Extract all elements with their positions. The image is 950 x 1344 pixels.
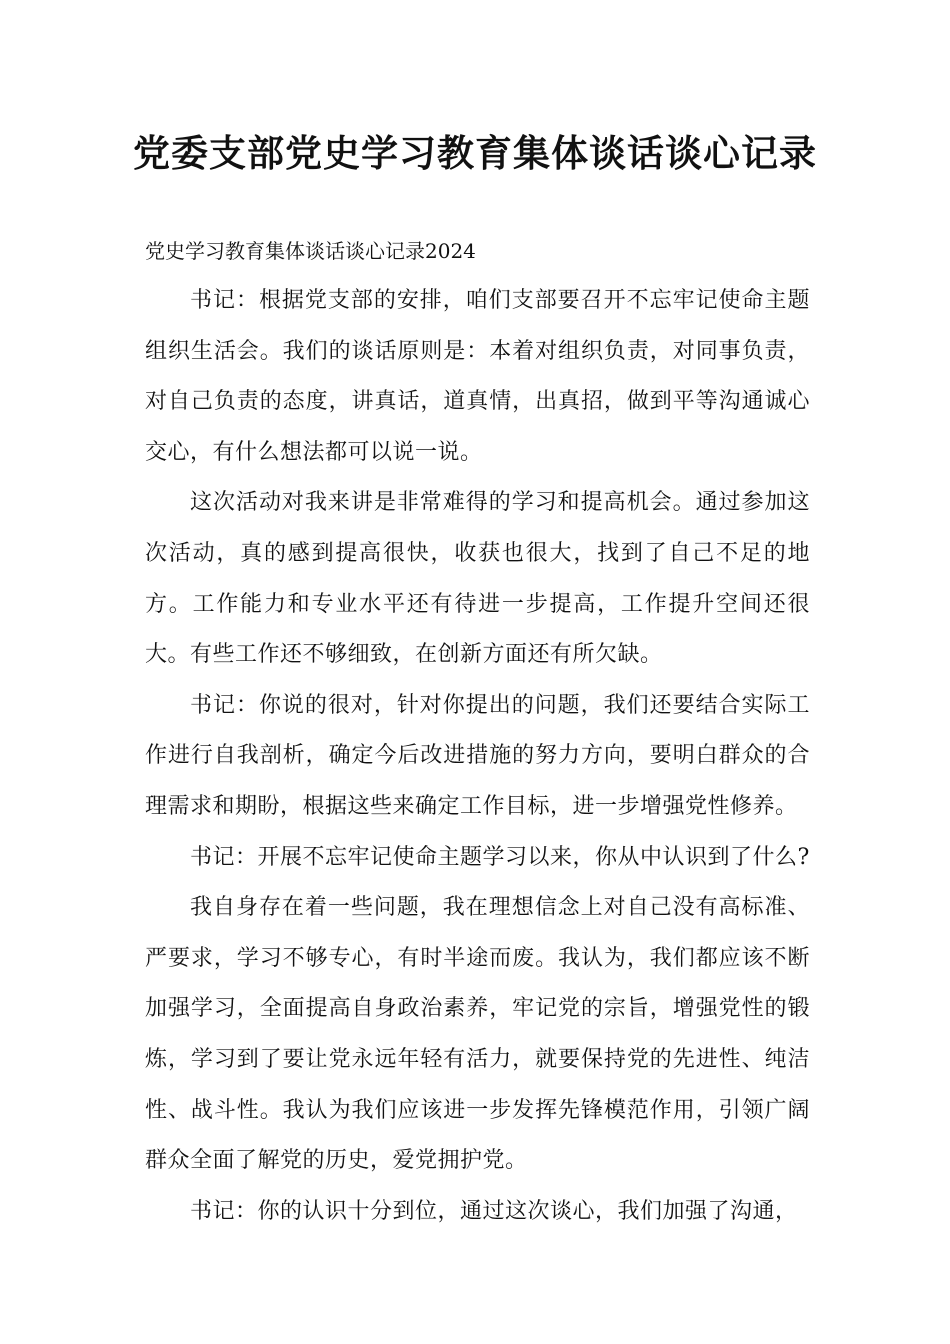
document-body xyxy=(145,276,810,1237)
paragraph-3: 书记：你说的很对，针对你提出的问题，我们还要结合实际工作进行自我剖析，确定今后改进措施的努力方向，要明白群众的合理需求和期盼，根据这些来确定工作目标，进一步增强党性修养。 xyxy=(145,692,810,819)
paragraph-1: 书记：根据党支部的安排，咱们支部要召开不忘牢记使命主题组织生活会。我们的谈话原则是：本着对组织负责，对同事负责，对自己负责的态度，讲真话，道真情，出真招，做到平等沟通诚心交心，有什么想法都可以说一说。 xyxy=(145,288,810,465)
paragraph-5: 我自身存在着一些问题，我在理想信念上对自己没有高标准、严要求，学习不够专心，有时半途而废。我认为，我们都应该不断加强学习，全面提高自身政治素养，牢记党的宗旨，增强党性的锻炼，学习到了要让党永远年轻有活力，就要保持党的先进性、纯洁性、战斗性。我认为我们应该进一步发挥先锋模范作用，引领广阔群众全面了解党的历史，爱党拥护党。 xyxy=(145,895,810,1174)
paragraph-6: 书记：你的认识十分到位，通过这次谈心，我们加强了沟通， xyxy=(190,1198,798,1224)
document-subtitle: 党史学习教育集体谈话谈心记录2024 xyxy=(145,239,476,263)
paragraph-4: 书记：开展不忘牢记使命主题学习以来，你从中认识到了什么? xyxy=(190,844,810,870)
document-title: 党委支部党史学习教育集体谈话谈心记录 xyxy=(133,132,817,175)
paragraph-2: 这次活动对我来讲是非常难得的学习和提高机会。通过参加这次活动，真的感到提高很快，收获也很大，找到了自己不足的地方。工作能力和专业水平还有待进一步提高，工作提升空间还很大。有些工作还不够细致，在创新方面还有所欠缺。 xyxy=(145,490,810,668)
